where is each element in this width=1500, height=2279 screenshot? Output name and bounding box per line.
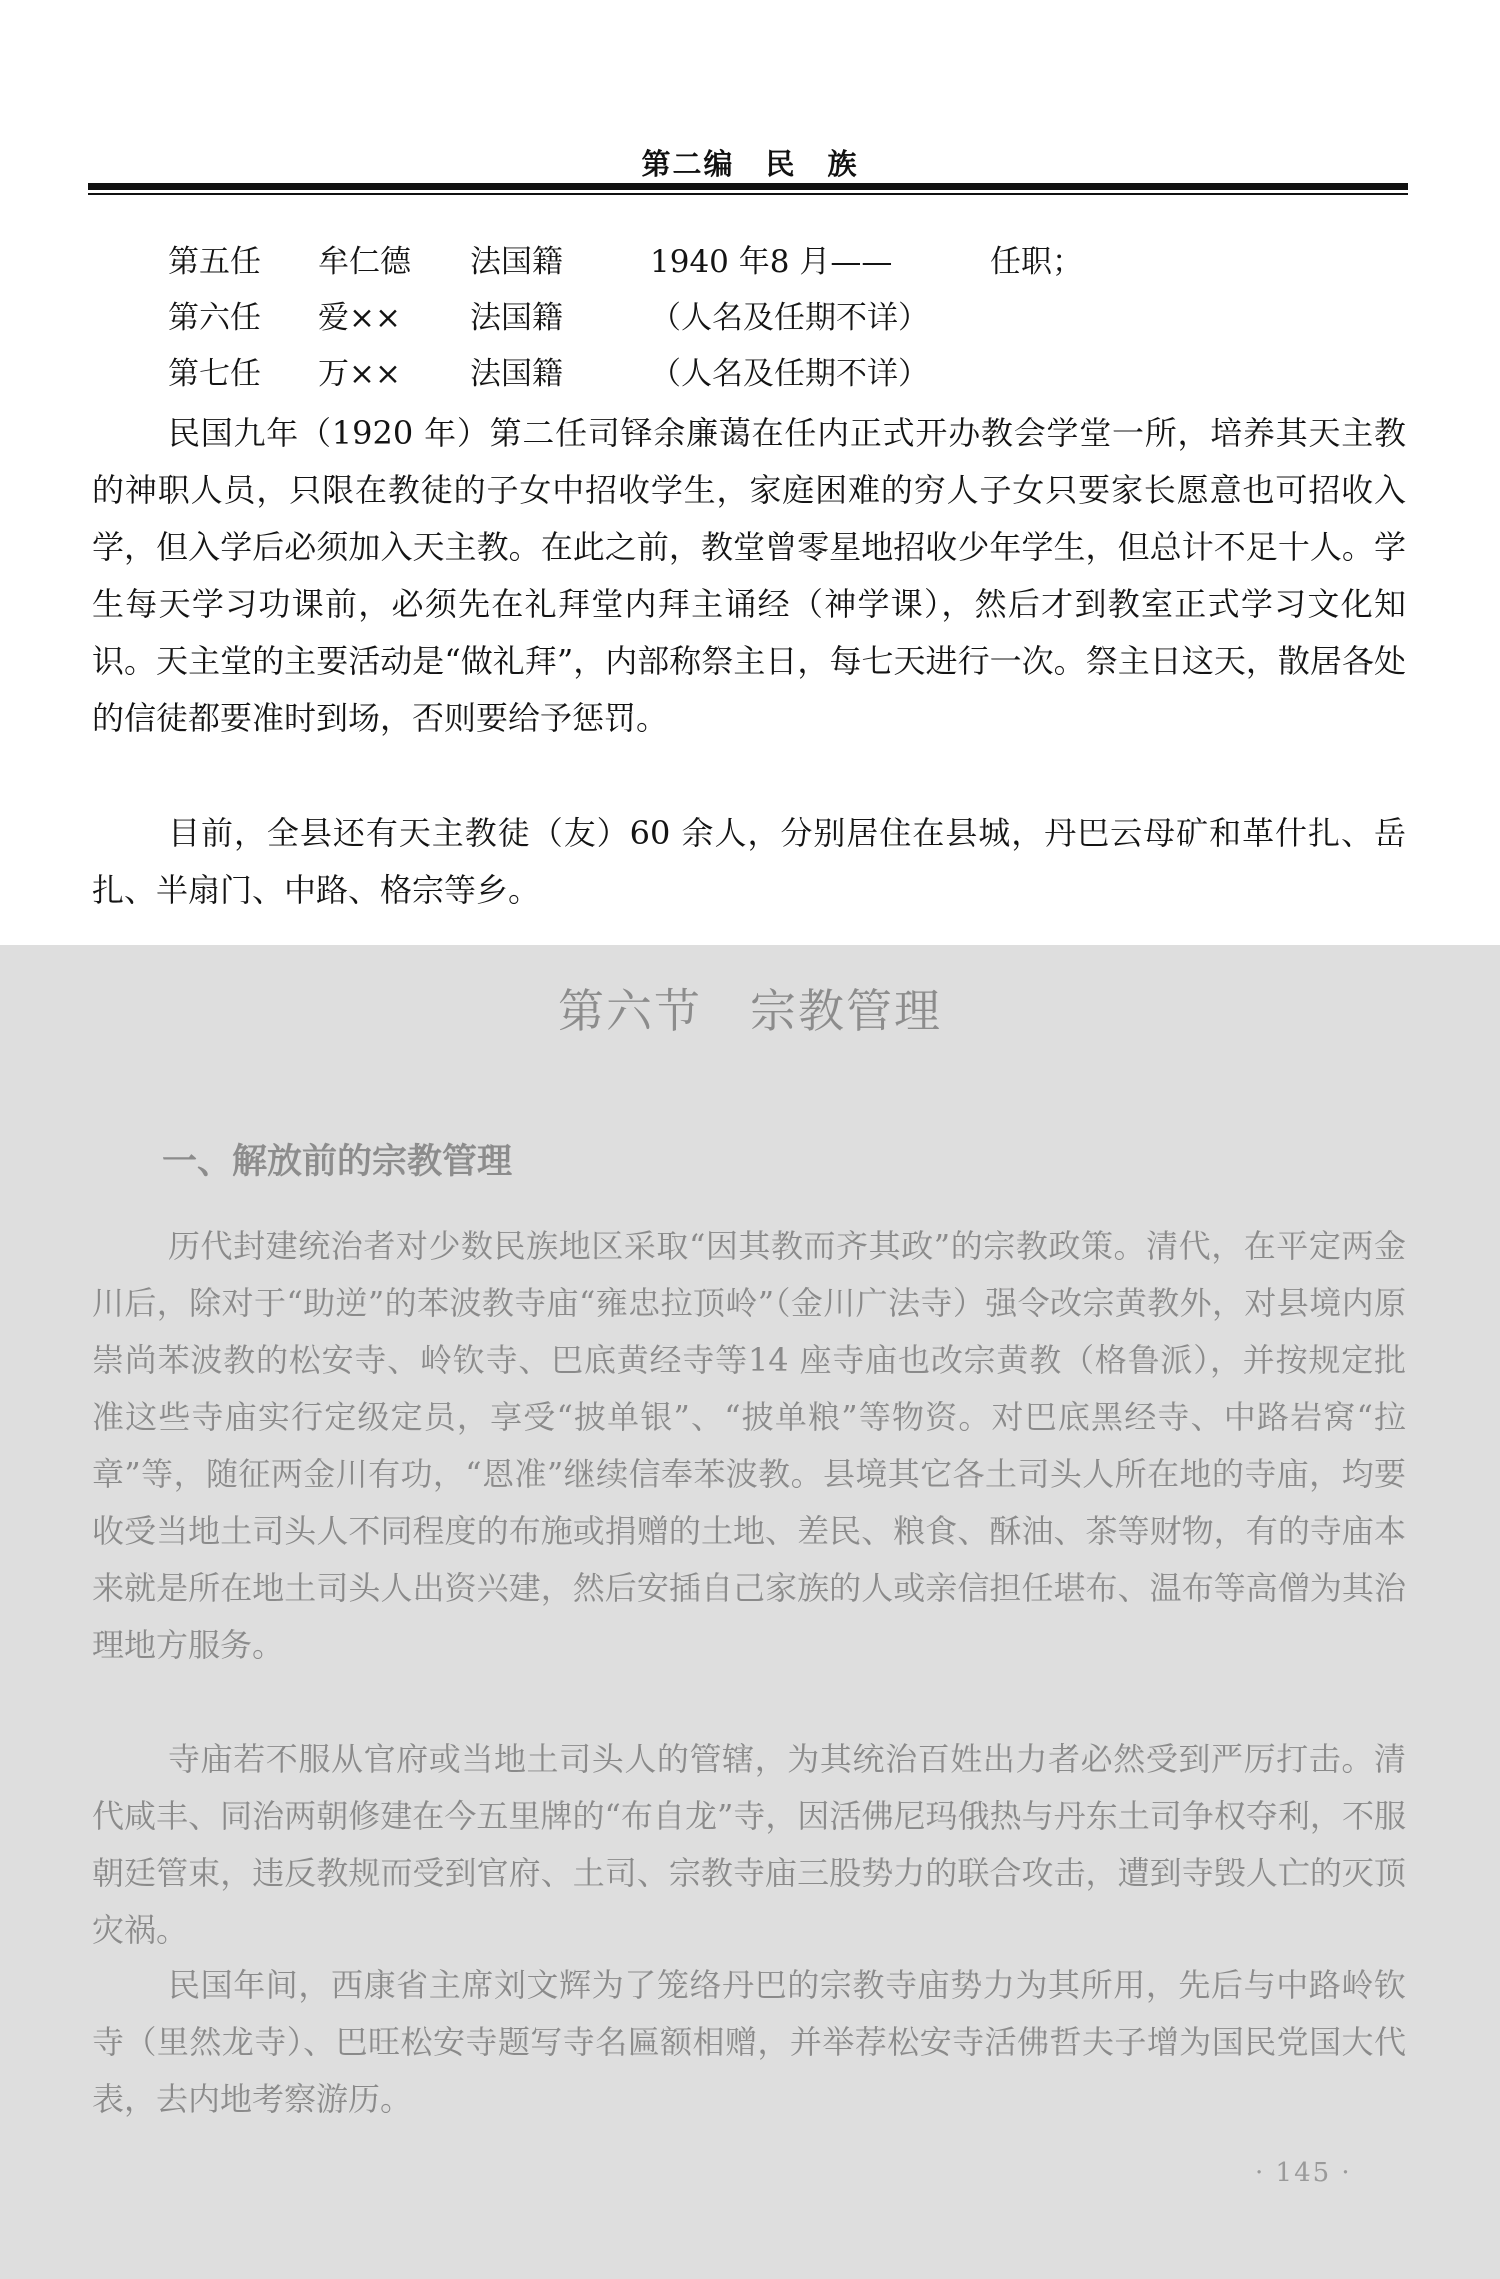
priest-name: 万×× [318, 355, 401, 392]
header-rule-thick [88, 183, 1408, 190]
priest-term: （人名及任期不详） [650, 299, 929, 336]
priest-term: 1940 年8 月—— [650, 243, 893, 280]
priest-row [168, 286, 1110, 342]
body-paragraph: 民国年间，西康省主席刘文辉为了笼络丹巴的宗教寺庙势力为其所用，先后与中路岭钦寺（里然龙寺）、巴旺松安寺题写寺名匾额相赠，并举荐松安寺活佛哲夫子增为国民党国大代表，去内地考察游历。 [92, 1966, 1406, 2118]
priest-row [168, 230, 1110, 286]
priest-rank: 第七任 [168, 355, 261, 392]
priest-nationality: 法国籍 [470, 299, 563, 336]
priest-nationality: 法国籍 [470, 355, 563, 392]
priest-rank: 第六任 [168, 299, 261, 336]
priest-nationality: 法国籍 [470, 243, 563, 280]
priest-rank: 第五任 [168, 243, 261, 280]
section-title: 第六节 宗教管理 [558, 984, 942, 1038]
body-paragraph: 寺庙若不服从官府或当地土司头人的管辖，为其统治百姓出力者必然受到严厉打击。清代咸丰、同治两朝修建在今五里牌的“布自龙”寺，因活佛尼玛俄热与丹东土司争权夺利，不服朝廷管束，违反教规而受到官府、土司、宗教寺庙三股势力的联合攻击，遭到寺毁人亡的灭顶灾祸。 [92, 1740, 1406, 1949]
priest-list [168, 230, 1110, 398]
priest-name: 爱×× [318, 299, 401, 336]
priest-status: 任职； [990, 243, 1083, 280]
priest-row [168, 342, 1110, 398]
body-paragraph: 民国九年（1920 年）第二任司铎余廉蔼在任内正式开办教会学堂一所，培养其天主教的神职人员，只限在教徒的子女中招收学生，家庭困难的穷人子女只要家长愿意也可招收入学，但入学后必须加入天主教。在此之前，教堂曾零星地招收少年学生，但总计不足十人。学生每天学习功课前，必须先在礼拜堂内拜主诵经（神学课），然后才到教室正式学习文化知识。天主堂的主要活动是“做礼拜”，内部称祭主日，每七天进行一次。祭主日这天，散居各处的信徒都要准时到场，否则要给予惩罚。 [92, 414, 1406, 737]
page-number: · 145 · [1255, 2158, 1352, 2188]
subsection-title: 一、解放前的宗教管理 [162, 1142, 513, 1182]
body-paragraph: 目前，全县还有天主教徒（友）60 余人，分别居住在县城，丹巴云母矿和革什扎、岳扎、半扇门、中路、格宗等乡。 [92, 814, 1406, 909]
running-header: 第二编 民 族 [641, 147, 859, 181]
header-rule-thin [88, 193, 1408, 195]
priest-term: （人名及任期不详） [650, 355, 929, 392]
priest-name: 牟仁德 [318, 243, 411, 280]
body-paragraph: 历代封建统治者对少数民族地区采取“因其教而齐其政”的宗教政策。清代，在平定两金川后，除对于“助逆”的苯波教寺庙“雍忠拉顶岭”（金川广法寺）强令改宗黄教外，对县境内原崇尚苯波教的松安寺、岭钦寺、巴底黄经寺等14 座寺庙也改宗黄教（格鲁派），并按规定批准这些寺庙实行定级定员，享受“披单银”、“披单粮”等物资。对巴底黑经寺、中路岩窝“拉章”等，随征两金川有功，“恩准”继续信奉苯波教。县境其它各土司头人所在地的寺庙，均要收受当地土司头人不同程度的布施或捐赠的土地、差民、粮食、酥油、茶等财物，有的寺庙本来就是所在地土司头人出资兴建，然后安插自己家族的人或亲信担任堪布、温布等高僧为其治理地方服务。 [92, 1227, 1406, 1664]
